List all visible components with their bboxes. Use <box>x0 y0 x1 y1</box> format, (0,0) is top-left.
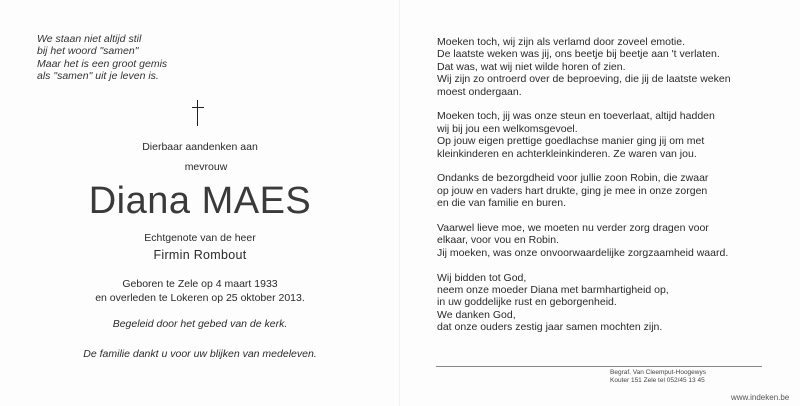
site-watermark: www.indeken.be <box>731 393 790 402</box>
birth-line: Geboren te Zele op 4 maart 1933 <box>122 278 278 290</box>
poem-line: Moeken toch, wij zijn als verlamd door zoveel emotie. <box>437 36 686 48</box>
opening-quote <box>37 33 167 83</box>
poem-line: Moeken toch, jij was onze steun en toeverlaat, altijd hadden <box>437 110 715 123</box>
intro-text: Dierbaar aandenken aan <box>142 141 258 153</box>
death-line: en overleden te Lokeren op 25 oktober 2013. <box>95 292 305 304</box>
poem-line: en die van familie en buren. <box>437 197 566 210</box>
poem-line: Wij bidden tot God, <box>437 271 527 284</box>
poem-line: Op jouw eigen prettige goedlachse manier ging jij om met <box>437 135 705 148</box>
poem-line: kleinkinderen en achterkleinkinderen. Ze waren van jou. <box>437 147 697 160</box>
memorial-poem <box>437 36 777 346</box>
church-line: Begeleid door het gebed van de kerk. <box>112 318 288 330</box>
poem-line: in uw goddelijke rust en geborgenheid. <box>437 296 617 309</box>
quote-line: Maar het is een groot gemis <box>37 57 168 70</box>
printer-divider <box>436 366 762 367</box>
poem-line: Dat was, wat wij niet wilde horen of zien. <box>437 60 626 73</box>
poem-line: wij bij jou een welkomsgevoel. <box>437 122 578 135</box>
poem-stanza <box>437 272 777 334</box>
printer-imprint <box>610 369 706 385</box>
poem-line: dat onze ouders zestig jaar samen mochten zijn. <box>437 321 663 334</box>
spouse-name: Firmin Rombout <box>153 248 247 262</box>
poem-line: op jouw en vaders hart drukte, ging je mee in onze zorgen <box>437 184 708 197</box>
poem-line: Ondanks de bezorgdheid voor jullie zoon Robin, die zwaar <box>437 172 709 185</box>
quote-line: We staan niet altijd stil <box>37 33 142 45</box>
poem-line: elkaar, voor vou en Robin. <box>437 234 559 247</box>
poem-line: Vaarwel lieve moe, we moeten nu verder zorg dragen voor <box>437 222 709 235</box>
poem-line: moest ondergaan. <box>437 85 522 98</box>
poem-stanza <box>437 222 777 259</box>
deceased-name: Diana MAES <box>88 180 312 222</box>
poem-line: We danken God, <box>437 308 516 321</box>
spouse-label: Echtgenote van de heer <box>144 232 256 244</box>
poem-stanza <box>437 36 777 98</box>
thanks-line: De familie dankt u voor uw blijken van medeleven. <box>83 348 317 360</box>
poem-line: Jij moeken, was onze onvoorwaardelijke zorgzaamheid waard. <box>437 246 729 259</box>
poem-stanza <box>437 110 777 160</box>
quote-line: als "samen" uit je leven is. <box>37 70 159 83</box>
printer-address: Kouter 151 Zele tel 052/45 13 45 <box>610 377 705 384</box>
printer-name: Begraf. Van Cleemput-Hoogewys <box>610 369 706 376</box>
poem-line: De laatste weken was jij, ons beetje bij beetje aan 't verlaten. <box>437 48 720 61</box>
poem-stanza <box>437 172 777 209</box>
salutation: mevrouw <box>184 161 228 173</box>
poem-line: Wij zijn zo ontroerd over de beproeving, die jij de laatste weken <box>437 73 731 86</box>
quote-line: bij het woord "samen" <box>37 45 139 58</box>
poem-line: neem onze moeder Diana met barmhartigheid op, <box>437 284 669 297</box>
cross-icon <box>192 100 204 126</box>
